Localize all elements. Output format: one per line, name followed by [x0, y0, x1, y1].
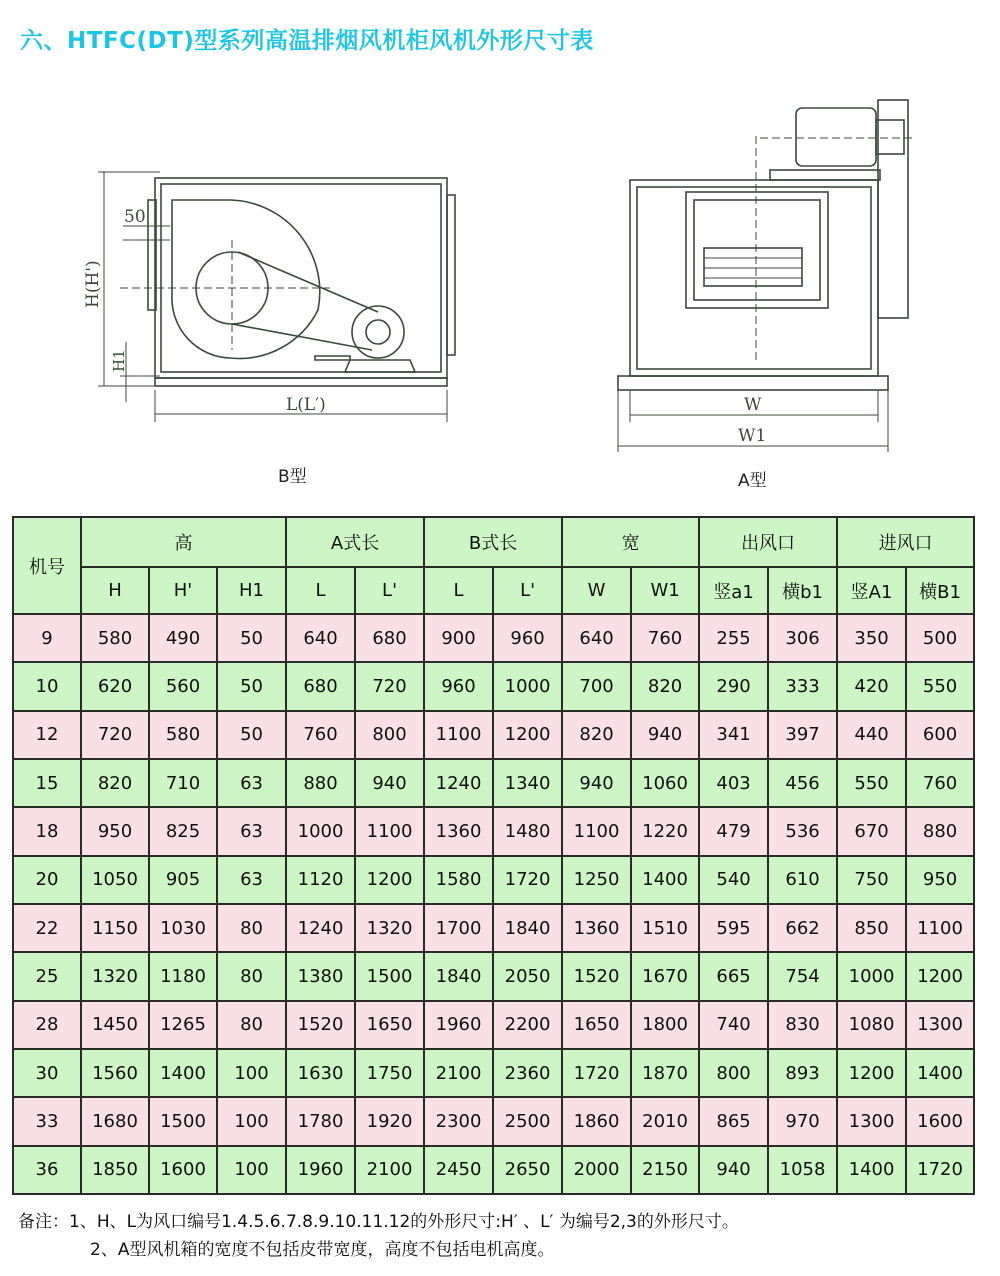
- table-cell: 940: [562, 759, 631, 807]
- a-outlet-frame: [686, 192, 828, 308]
- table-cell: 397: [768, 711, 837, 759]
- b-base: [155, 378, 447, 386]
- table-cell: 960: [424, 662, 493, 710]
- table-cell: 63: [217, 856, 286, 904]
- machine-number-cell: 10: [13, 662, 81, 710]
- table-cell: 720: [81, 711, 149, 759]
- table-cell: 255: [699, 614, 768, 662]
- header-group-width: 宽: [562, 517, 699, 567]
- table-cell: 1750: [355, 1049, 424, 1097]
- table-cell: 800: [699, 1049, 768, 1097]
- sub-header-cell: L: [286, 567, 355, 614]
- table-cell: 1000: [837, 952, 906, 1000]
- table-cell: 580: [81, 614, 149, 662]
- table-cell: 2450: [424, 1146, 493, 1194]
- b-label-l: L(L′): [286, 395, 326, 415]
- table-cell: 940: [355, 759, 424, 807]
- table-cell: 1050: [81, 856, 149, 904]
- a-type-drawing: [618, 100, 912, 452]
- table-cell: 536: [768, 807, 837, 855]
- notes: [18, 1208, 739, 1264]
- table-row: [13, 614, 974, 662]
- sub-header-cell: W1: [631, 567, 699, 614]
- table-cell: 2300: [424, 1097, 493, 1145]
- technical-drawings: [0, 60, 1000, 510]
- table-row: [13, 856, 974, 904]
- table-row: [13, 1146, 974, 1194]
- table-cell: 1060: [631, 759, 699, 807]
- sub-header-cell: 竖a1: [699, 567, 768, 614]
- table-cell: 620: [81, 662, 149, 710]
- a-base: [618, 376, 888, 390]
- sub-header-cell: L': [355, 567, 424, 614]
- b-motor-pulley: [352, 306, 404, 358]
- drawings-area: [0, 60, 1000, 510]
- b-tensioner: [315, 356, 350, 360]
- table-cell: 1058: [768, 1146, 837, 1194]
- table-cell: 950: [81, 807, 149, 855]
- table-cell: 600: [906, 711, 974, 759]
- table-row: [13, 662, 974, 710]
- sub-header-cell: W: [562, 567, 631, 614]
- table-cell: 2000: [562, 1146, 631, 1194]
- machine-number-cell: 36: [13, 1146, 81, 1194]
- table-cell: 290: [699, 662, 768, 710]
- table-cell: 1680: [81, 1097, 149, 1145]
- table-cell: 100: [217, 1097, 286, 1145]
- table-cell: 1600: [906, 1097, 974, 1145]
- table-cell: 720: [355, 662, 424, 710]
- header-group-inlet: 进风口: [837, 517, 974, 567]
- table-cell: 1500: [149, 1097, 217, 1145]
- machine-number-cell: 33: [13, 1097, 81, 1145]
- b-belt-bottom: [232, 324, 372, 350]
- table-cell: 820: [81, 759, 149, 807]
- b-type-drawing: [83, 172, 455, 422]
- table-row: [13, 1049, 974, 1097]
- table-row: [13, 807, 974, 855]
- table-cell: 63: [217, 807, 286, 855]
- dimension-table: [12, 516, 975, 1195]
- table-cell: 865: [699, 1097, 768, 1145]
- machine-number-cell: 28: [13, 1001, 81, 1049]
- table-cell: 1400: [149, 1049, 217, 1097]
- sub-header-cell: L': [493, 567, 562, 614]
- machine-number-cell: 22: [13, 904, 81, 952]
- table-cell: 1700: [424, 904, 493, 952]
- header-group-a-length: A式长: [286, 517, 424, 567]
- a-damper: [704, 248, 802, 286]
- table-cell: 1100: [562, 807, 631, 855]
- table-cell: 680: [355, 614, 424, 662]
- table-cell: 1840: [493, 904, 562, 952]
- table-cell: 50: [217, 711, 286, 759]
- sub-header-row: [13, 567, 974, 614]
- table-cell: 333: [768, 662, 837, 710]
- table-cell: 1860: [562, 1097, 631, 1145]
- table-cell: 1560: [81, 1049, 149, 1097]
- machine-number-cell: 30: [13, 1049, 81, 1097]
- table-cell: 1030: [149, 904, 217, 952]
- a-outlet-inner: [694, 200, 820, 300]
- table-cell: 50: [217, 662, 286, 710]
- table-cell: 80: [217, 952, 286, 1000]
- table-cell: 1400: [631, 856, 699, 904]
- table-cell: 820: [562, 711, 631, 759]
- table-cell: 1580: [424, 856, 493, 904]
- table-cell: 850: [837, 904, 906, 952]
- table-cell: 2650: [493, 1146, 562, 1194]
- table-cell: 1650: [355, 1001, 424, 1049]
- caption-b-type: B型: [278, 467, 307, 487]
- table-cell: 1000: [286, 807, 355, 855]
- table-cell: 662: [768, 904, 837, 952]
- table-cell: 1800: [631, 1001, 699, 1049]
- table-row: [13, 1001, 974, 1049]
- a-motor-end: [876, 120, 904, 154]
- table-cell: 1520: [286, 1001, 355, 1049]
- table-cell: 1630: [286, 1049, 355, 1097]
- table-cell: 1520: [562, 952, 631, 1000]
- header-group-b-length: B式长: [424, 517, 562, 567]
- table-cell: 580: [149, 711, 217, 759]
- table-cell: 760: [631, 614, 699, 662]
- table-cell: 1200: [837, 1049, 906, 1097]
- table-cell: 1920: [355, 1097, 424, 1145]
- b-label-h: H(H'): [83, 260, 103, 308]
- table-cell: 1200: [906, 952, 974, 1000]
- header-group-height: 高: [81, 517, 286, 567]
- table-cell: 350: [837, 614, 906, 662]
- table-cell: 1200: [493, 711, 562, 759]
- a-label-w1: W1: [738, 426, 767, 446]
- table-cell: 1870: [631, 1049, 699, 1097]
- table-row: [13, 904, 974, 952]
- machine-number-cell: 18: [13, 807, 81, 855]
- table-cell: 700: [562, 662, 631, 710]
- table-cell: 893: [768, 1049, 837, 1097]
- table-cell: 1720: [906, 1146, 974, 1194]
- page-title: 六、HTFC(DT)型系列高温排烟风机柜风机外形尺寸表: [20, 28, 594, 54]
- b-motor-base: [345, 360, 415, 372]
- note-line-1: 备注：1、H、L为风口编号1.4.5.6.7.8.9.10.11.12的外形尺寸:H′ 、L′ 为编号2,3的外形尺寸。: [18, 1212, 739, 1232]
- table-cell: 950: [906, 856, 974, 904]
- table-cell: 2500: [493, 1097, 562, 1145]
- sub-header-cell: H1: [217, 567, 286, 614]
- table-cell: 1220: [631, 807, 699, 855]
- table-cell: 740: [699, 1001, 768, 1049]
- table-cell: 1500: [355, 952, 424, 1000]
- sub-header-cell: 横b1: [768, 567, 837, 614]
- table-cell: 665: [699, 952, 768, 1000]
- table-cell: 760: [906, 759, 974, 807]
- table-cell: 1780: [286, 1097, 355, 1145]
- table-cell: 341: [699, 711, 768, 759]
- table-cell: 1360: [562, 904, 631, 952]
- sub-header-cell: H': [149, 567, 217, 614]
- table-cell: 1080: [837, 1001, 906, 1049]
- table-cell: 420: [837, 662, 906, 710]
- table-cell: 1360: [424, 807, 493, 855]
- table-cell: 1400: [837, 1146, 906, 1194]
- sub-header-cell: 竖A1: [837, 567, 906, 614]
- table-cell: 2010: [631, 1097, 699, 1145]
- table-cell: 1320: [81, 952, 149, 1000]
- table-cell: 1380: [286, 952, 355, 1000]
- table-cell: 456: [768, 759, 837, 807]
- table-cell: 970: [768, 1097, 837, 1145]
- table-cell: 2360: [493, 1049, 562, 1097]
- table-cell: 800: [355, 711, 424, 759]
- table-cell: 550: [906, 662, 974, 710]
- table-cell: 1120: [286, 856, 355, 904]
- a-motor-mount: [770, 170, 880, 180]
- table-cell: 1150: [81, 904, 149, 952]
- table-cell: 2100: [424, 1049, 493, 1097]
- table-cell: 1300: [906, 1001, 974, 1049]
- table-cell: 1265: [149, 1001, 217, 1049]
- table-cell: 1960: [424, 1001, 493, 1049]
- table-cell: 1000: [493, 662, 562, 710]
- caption-a-type: A型: [738, 471, 767, 491]
- table-cell: 2050: [493, 952, 562, 1000]
- note-line-2: 2、A型风机箱的宽度不包括皮带宽度，高度不包括电机高度。: [90, 1240, 555, 1260]
- table-cell: 670: [837, 807, 906, 855]
- table-cell: 100: [217, 1049, 286, 1097]
- table-cell: 2100: [355, 1146, 424, 1194]
- table-cell: 80: [217, 904, 286, 952]
- table-cell: 1720: [493, 856, 562, 904]
- table-cell: 710: [149, 759, 217, 807]
- a-motor-body: [796, 108, 876, 166]
- table-cell: 680: [286, 662, 355, 710]
- table-cell: 1510: [631, 904, 699, 952]
- sub-header-cell: H: [81, 567, 149, 614]
- table-cell: 1240: [424, 759, 493, 807]
- table-row: [13, 952, 974, 1000]
- table-cell: 1100: [424, 711, 493, 759]
- table-cell: 1840: [424, 952, 493, 1000]
- table-cell: 1320: [355, 904, 424, 952]
- table-cell: 63: [217, 759, 286, 807]
- table-cell: 479: [699, 807, 768, 855]
- table-cell: 1960: [286, 1146, 355, 1194]
- machine-number-cell: 9: [13, 614, 81, 662]
- table-cell: 1850: [81, 1146, 149, 1194]
- table-cell: 100: [217, 1146, 286, 1194]
- table-cell: 1650: [562, 1001, 631, 1049]
- table-cell: 1300: [837, 1097, 906, 1145]
- table-cell: 560: [149, 662, 217, 710]
- table-cell: 2150: [631, 1146, 699, 1194]
- table-cell: 1180: [149, 952, 217, 1000]
- table-cell: 440: [837, 711, 906, 759]
- table-cell: 960: [493, 614, 562, 662]
- header-group-outlet: 出风口: [699, 517, 837, 567]
- table-cell: 306: [768, 614, 837, 662]
- table-cell: 825: [149, 807, 217, 855]
- table-cell: 1670: [631, 952, 699, 1000]
- table-cell: 1400: [906, 1049, 974, 1097]
- table-cell: 2200: [493, 1001, 562, 1049]
- table-cell: 1340: [493, 759, 562, 807]
- table-row: [13, 711, 974, 759]
- table-cell: 754: [768, 952, 837, 1000]
- table-cell: 905: [149, 856, 217, 904]
- machine-number-cell: 25: [13, 952, 81, 1000]
- table-cell: 1250: [562, 856, 631, 904]
- table-cell: 830: [768, 1001, 837, 1049]
- b-casing-inner: [161, 184, 441, 372]
- table-cell: 490: [149, 614, 217, 662]
- b-right-flange: [447, 195, 455, 355]
- table-cell: 1240: [286, 904, 355, 952]
- table-cell: 1100: [906, 904, 974, 952]
- b-motor-hub: [366, 320, 390, 344]
- table-cell: 640: [286, 614, 355, 662]
- sub-header-cell: L: [424, 567, 493, 614]
- table-cell: 540: [699, 856, 768, 904]
- table-cell: 403: [699, 759, 768, 807]
- table-cell: 940: [699, 1146, 768, 1194]
- table-body: [13, 614, 974, 1194]
- table-cell: 1480: [493, 807, 562, 855]
- group-header-row: [13, 517, 974, 567]
- table-cell: 1720: [562, 1049, 631, 1097]
- machine-number-cell: 20: [13, 856, 81, 904]
- table-cell: 880: [906, 807, 974, 855]
- table-cell: 820: [631, 662, 699, 710]
- table-cell: 50: [217, 614, 286, 662]
- machine-number-cell: 15: [13, 759, 81, 807]
- table-cell: 1200: [355, 856, 424, 904]
- sub-header-cell: 横B1: [906, 567, 974, 614]
- table-cell: 1600: [149, 1146, 217, 1194]
- b-belt-top: [238, 252, 378, 312]
- table-cell: 1100: [355, 807, 424, 855]
- table-row: [13, 759, 974, 807]
- table-cell: 80: [217, 1001, 286, 1049]
- b-label-50: 50: [124, 207, 146, 227]
- table-cell: 640: [562, 614, 631, 662]
- table-cell: 940: [631, 711, 699, 759]
- b-volute: [172, 200, 320, 358]
- machine-number-cell: 12: [13, 711, 81, 759]
- table-cell: 750: [837, 856, 906, 904]
- header-machine: 机号: [13, 517, 81, 614]
- table-cell: 900: [424, 614, 493, 662]
- table-row: [13, 1097, 974, 1145]
- a-label-w: W: [744, 395, 762, 415]
- table-cell: 595: [699, 904, 768, 952]
- table-cell: 880: [286, 759, 355, 807]
- table-cell: 550: [837, 759, 906, 807]
- b-label-h1: H1: [110, 349, 128, 372]
- table-cell: 610: [768, 856, 837, 904]
- table-cell: 500: [906, 614, 974, 662]
- table-cell: 760: [286, 711, 355, 759]
- table-cell: 1450: [81, 1001, 149, 1049]
